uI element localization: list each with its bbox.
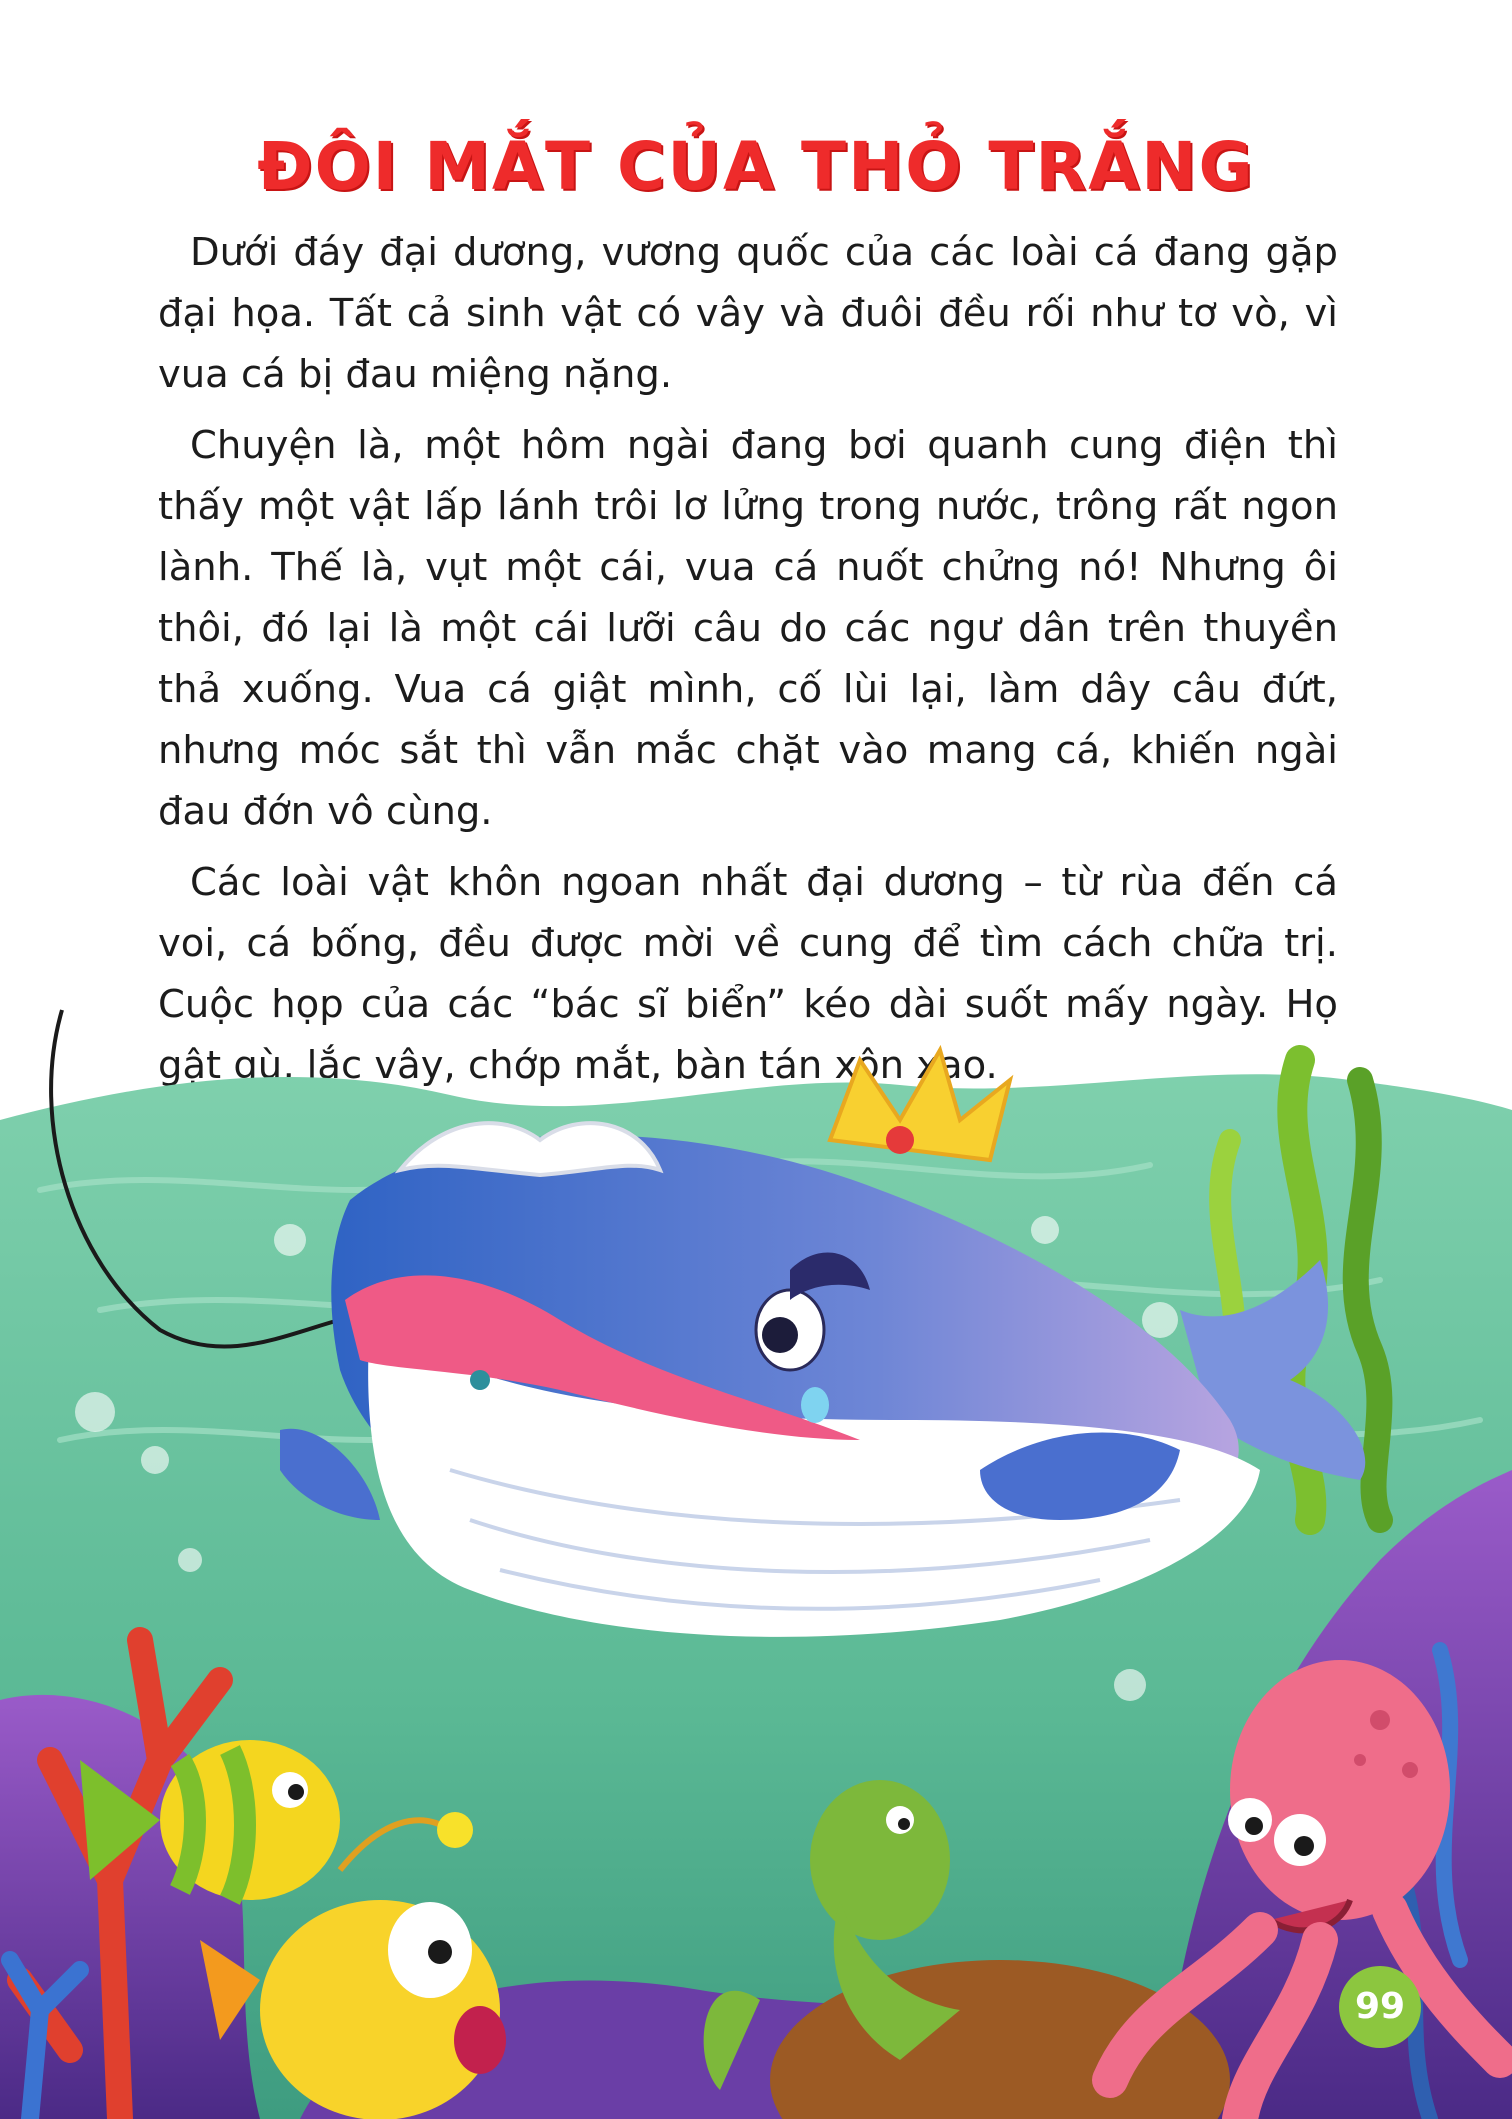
paragraph-3: Các loài vật khôn ngoan nhất đại dương – từ rùa đến cá voi, cá bống, đều được mời về cung để tìm cách chữa trị. Cuộc họp của các “bác sĩ biển” kéo dài suốt mấy ngày. Họ gật gù, lắc vây, chớp mắt, bàn tán xôn xao.	[158, 860, 1338, 1088]
paragraph-1: Dưới đáy đại dương, vương quốc của các loài cá đang gặp đại họa. Tất cả sinh vật có vây và đuôi đều rối như tơ vò, vì vua cá bị đau miệng nặng.	[158, 230, 1338, 397]
underwater-illustration	[0, 1000, 1512, 2119]
story-text	[158, 222, 1338, 1106]
story-title: ĐÔI MẮT CỦA THỎ TRẮNG	[257, 128, 1255, 205]
paragraph-2: Chuyện là, một hôm ngài đang bơi quanh cung điện thì thấy một vật lấp lánh trôi lơ lửng trong nước, trông rất ngon lành. Thế là, vụt một cái, vua cá nuốt chửng nó! Nhưng ôi thôi, đó lại là một cái lưỡi câu do các ngư dân trên thuyền thả xuống. Vua cá giật mình, cố lùi lại, làm dây câu đứt, nhưng móc sắt thì vẫn mắc chặt vào mang cá, khiến ngài đau đớn vô cùng.	[158, 423, 1338, 834]
page-number-badge: 99	[1339, 1966, 1421, 2048]
